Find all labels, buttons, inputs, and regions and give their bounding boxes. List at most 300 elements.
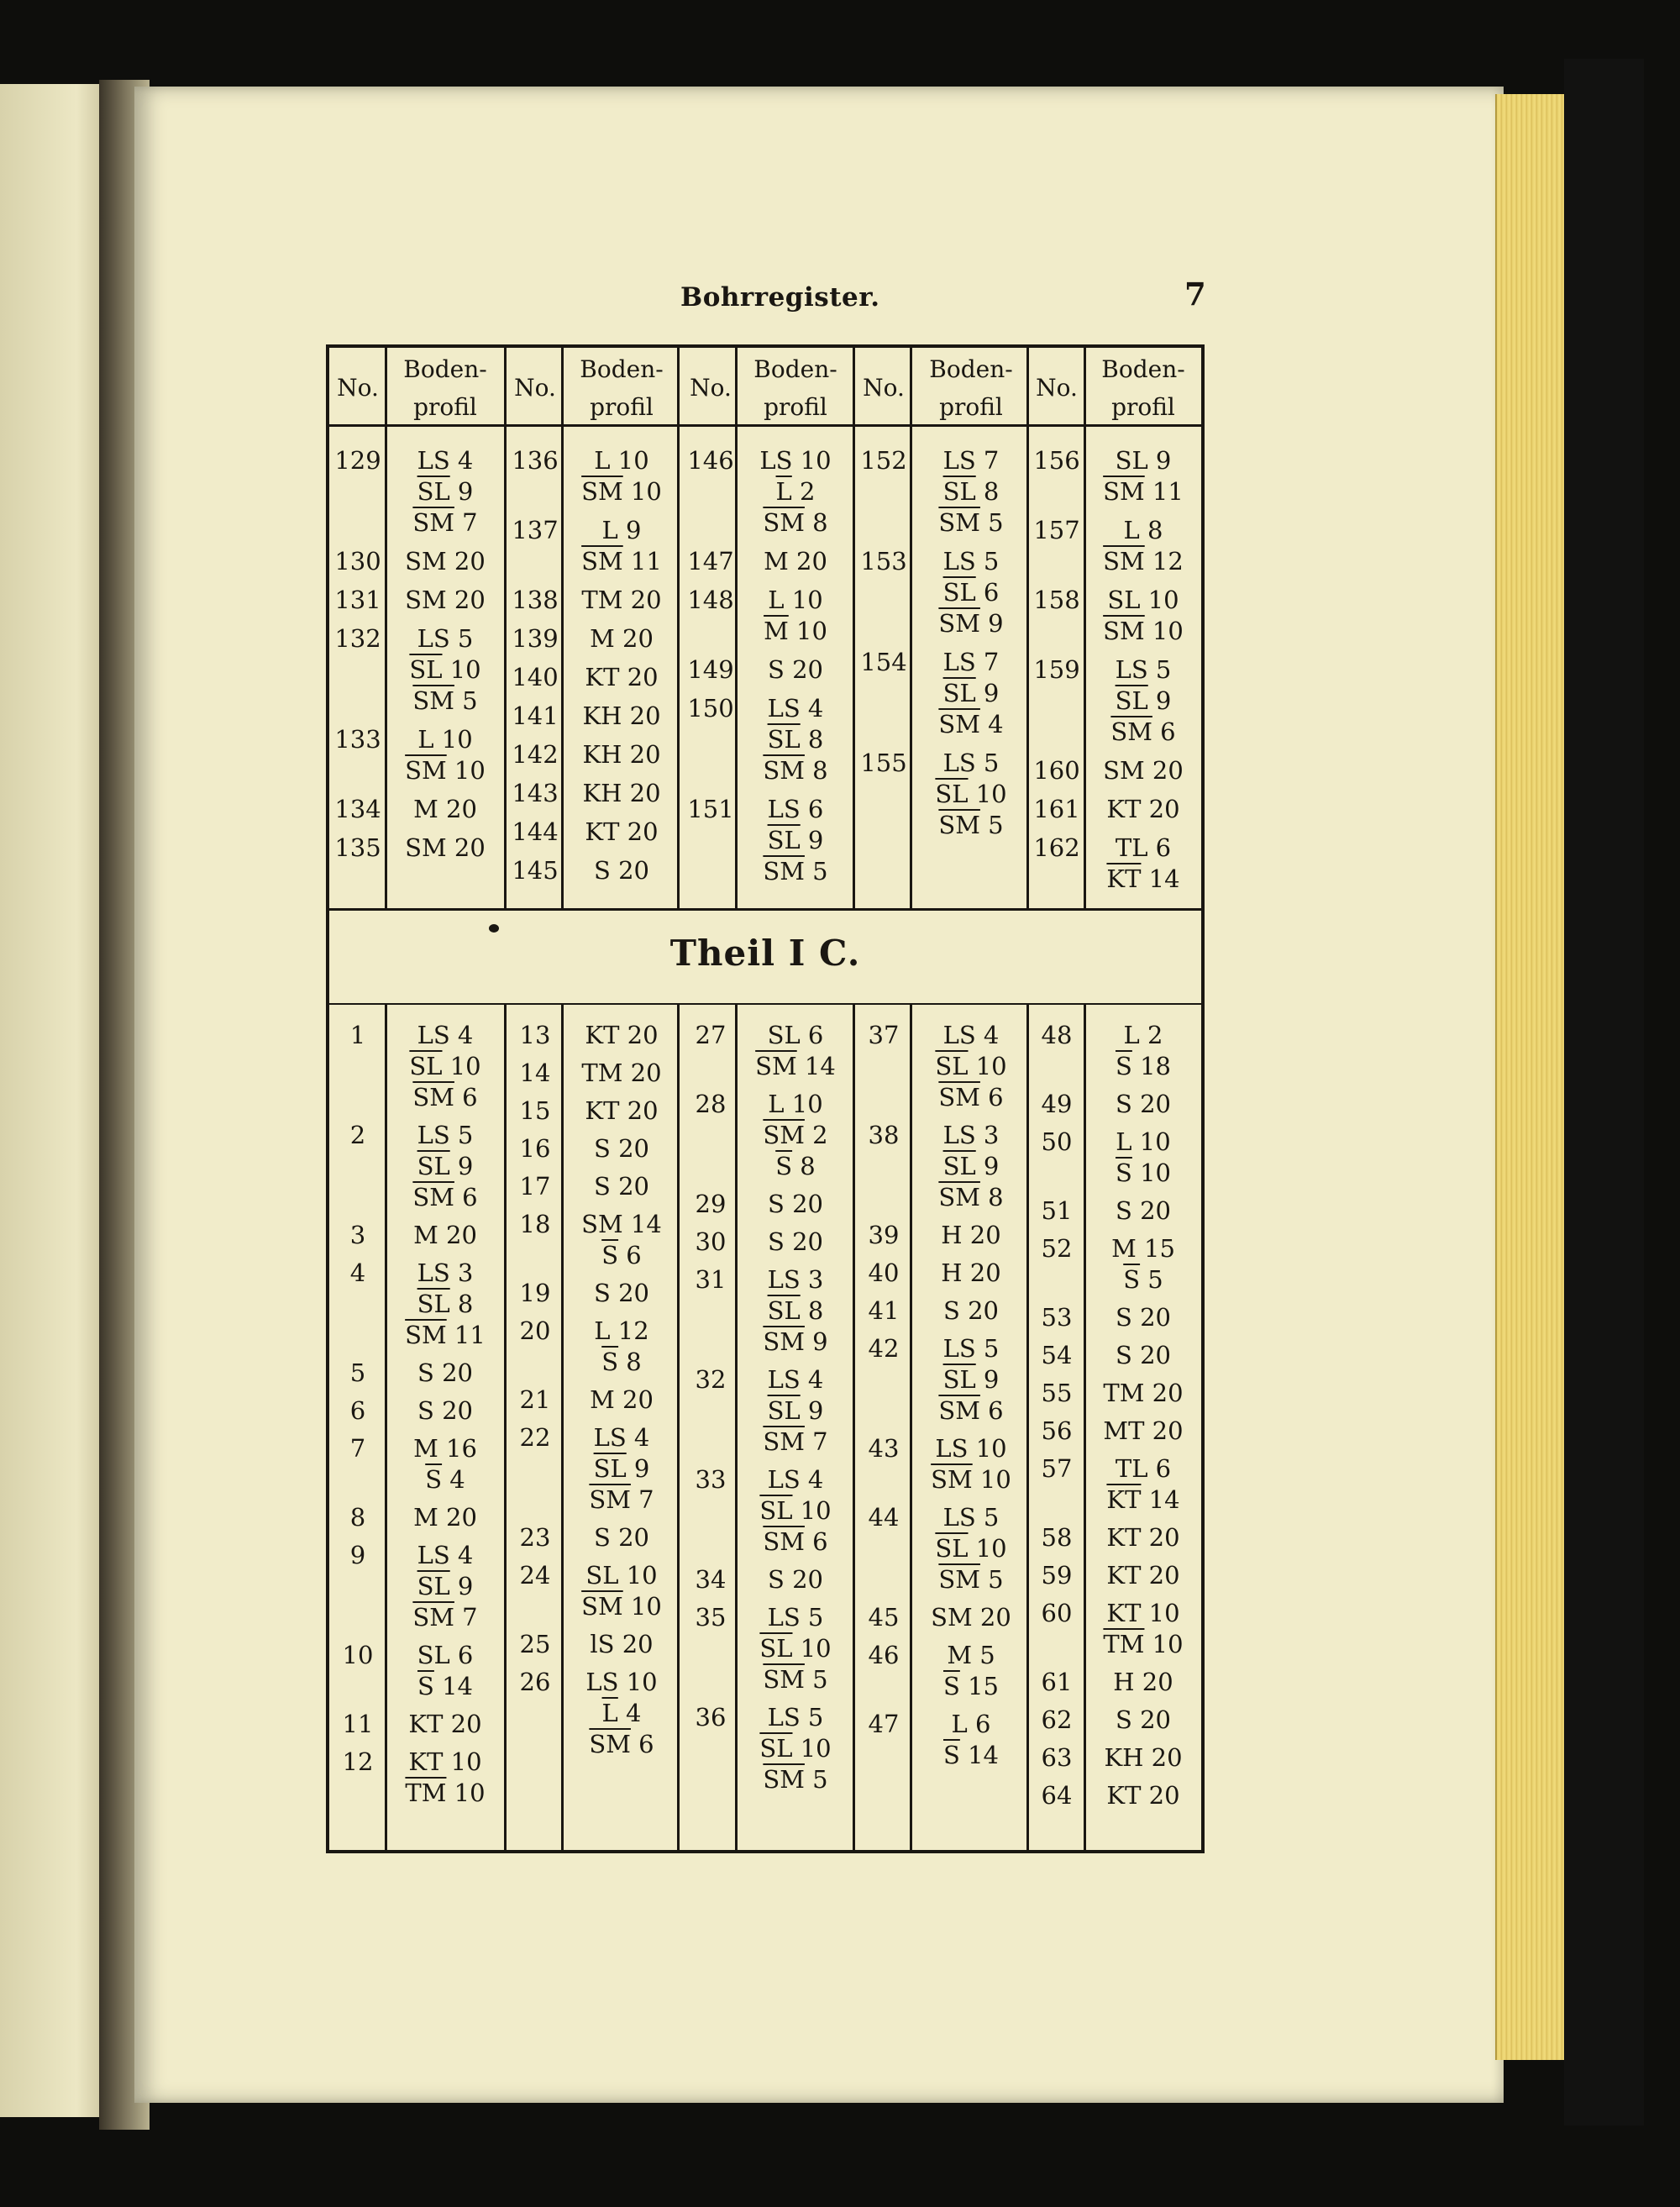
soil-code: SL <box>1107 586 1141 614</box>
profile-line <box>737 445 854 476</box>
profile-line <box>1084 794 1202 825</box>
soil-thickness: 10 <box>788 617 827 645</box>
entry-number: 20 <box>519 1316 551 1345</box>
profile-line <box>1084 1302 1202 1333</box>
soil-code: $\overline{SL}$ <box>935 1534 969 1563</box>
soil-thickness: 10 <box>784 1090 823 1118</box>
soil-code: LS <box>767 795 801 823</box>
soil-thickness: 12 <box>1144 547 1184 575</box>
soil-thickness: 2 <box>1139 1021 1163 1049</box>
soil-code: S <box>1116 1341 1132 1369</box>
profile-line <box>737 1051 854 1082</box>
entry-number: 11 <box>342 1710 374 1738</box>
soil-code: LS <box>942 648 976 676</box>
soil-thickness: 6 <box>979 1396 1004 1425</box>
soil-thickness: 10 <box>442 1052 481 1080</box>
entry-number: 25 <box>519 1630 551 1658</box>
soil-code: LS <box>767 694 801 723</box>
soil-thickness: 20 <box>1144 1416 1184 1445</box>
soil-code: $\overline{SM}$ <box>763 756 805 785</box>
profile-line <box>1084 1233 1202 1264</box>
profile-line <box>912 1051 1030 1082</box>
soil-code: $\overline{SM}$ <box>405 1321 447 1349</box>
profile-line <box>563 1020 680 1051</box>
entry-number: 141 <box>512 702 559 730</box>
profile-line <box>563 1453 680 1484</box>
soil-code: L <box>951 1710 968 1738</box>
soil-thickness: 4 <box>800 694 824 723</box>
soil-code: KT <box>1106 1561 1142 1590</box>
profile-line <box>1084 585 1202 616</box>
profile-line <box>563 1278 680 1309</box>
soil-code: LS <box>942 1121 976 1149</box>
profile-line <box>386 1502 504 1533</box>
soil-thickness: 7 <box>454 1603 478 1632</box>
soil-thickness: 10 <box>1131 1127 1171 1156</box>
profile-line <box>737 585 854 616</box>
entry-number: 62 <box>1041 1705 1073 1734</box>
soil-code: $\overline{S}$ <box>943 1741 960 1769</box>
profile-line <box>737 1120 854 1151</box>
profile-line <box>737 1264 854 1295</box>
soil-thickness: 10 <box>792 446 832 475</box>
profile-line <box>1084 1484 1202 1516</box>
profile-line <box>737 724 854 755</box>
soil-code: $\overline{SM}$ <box>938 508 980 537</box>
soil-thickness: 5 <box>979 508 1004 537</box>
soil-thickness: 10 <box>1131 1159 1171 1187</box>
entry-number: 53 <box>1041 1303 1073 1332</box>
profile-line <box>737 1395 854 1427</box>
soil-thickness: 5 <box>975 1334 1000 1363</box>
profile-line <box>563 1058 680 1089</box>
header-line: Boden- <box>753 355 837 383</box>
profile-line <box>1084 1051 1202 1082</box>
soil-thickness: 7 <box>975 446 1000 475</box>
soil-code: MT <box>1103 1416 1145 1445</box>
entry-number: 46 <box>868 1641 900 1669</box>
entry-number: 6 <box>349 1396 366 1425</box>
profile-line <box>563 1698 680 1729</box>
entry-number: 15 <box>519 1096 551 1125</box>
soil-thickness: 8 <box>618 1348 642 1376</box>
soil-code: KT <box>1106 1523 1142 1552</box>
soil-thickness: 20 <box>962 1221 1001 1249</box>
header-line: profil <box>590 392 654 421</box>
soil-code: S <box>1116 1196 1132 1225</box>
profile-line <box>912 1364 1030 1395</box>
profile-line <box>1084 717 1202 748</box>
soil-thickness: 4 <box>979 710 1004 738</box>
entry-number: 28 <box>695 1090 727 1118</box>
soil-code: $\overline{TM}$ <box>1103 1630 1145 1658</box>
profile-line <box>737 1020 854 1051</box>
entry-number: 134 <box>334 795 381 823</box>
soil-code: $\overline{SM}$ <box>412 1183 454 1211</box>
profile-line <box>1084 1742 1202 1773</box>
soil-thickness: 5 <box>449 1121 474 1149</box>
soil-code: $\overline{SM}$ <box>589 1730 631 1758</box>
soil-code: $\overline{TM}$ <box>405 1779 447 1807</box>
soil-thickness: 20 <box>433 1396 473 1425</box>
profile-line <box>563 1347 680 1378</box>
soil-code: $\overline{SM}$ <box>763 857 805 885</box>
soil-code: M <box>590 624 615 653</box>
soil-code: M <box>413 1434 438 1463</box>
soil-thickness: 18 <box>1131 1052 1171 1080</box>
soil-code: $\overline{SL}$ <box>759 1634 793 1663</box>
entry-number: 12 <box>342 1747 374 1776</box>
soil-thickness: 20 <box>619 817 659 846</box>
running-head: Bohrregister. <box>680 282 880 313</box>
soil-code: L <box>1123 1021 1140 1049</box>
soil-code: $\overline{SM}$ <box>412 508 454 537</box>
soil-code: $\overline{SL}$ <box>767 725 801 754</box>
profile-line <box>386 724 504 755</box>
soil-code: $\overline{SL}$ <box>759 1496 793 1525</box>
entry-number: 13 <box>519 1021 551 1049</box>
soil-code: $\overline{SM}$ <box>763 1327 805 1356</box>
soil-thickness: 20 <box>1131 1090 1171 1118</box>
soil-thickness: 14 <box>622 1210 662 1238</box>
profile-line <box>912 546 1030 577</box>
soil-thickness: 20 <box>433 1358 473 1387</box>
soil-thickness: 9 <box>975 1152 1000 1180</box>
profile-line <box>1084 1629 1202 1660</box>
soil-thickness: 7 <box>454 508 478 537</box>
soil-thickness: 6 <box>1152 717 1176 746</box>
entry-number: 39 <box>868 1221 900 1249</box>
soil-code: $\overline{SL}$ <box>417 477 450 506</box>
profile-line <box>737 654 854 686</box>
entry-number: 26 <box>519 1668 551 1696</box>
soil-thickness: 8 <box>804 508 828 537</box>
entry-number: 152 <box>860 446 907 475</box>
soil-thickness: 8 <box>800 725 824 754</box>
soil-thickness: 8 <box>975 477 1000 506</box>
profile-line <box>912 1295 1030 1327</box>
profile-line <box>1084 445 1202 476</box>
soil-code: LS <box>942 1503 976 1532</box>
profile-line <box>737 825 854 856</box>
soil-code: $\overline{SM}$ <box>938 1396 980 1425</box>
profile-line <box>912 709 1030 740</box>
soil-thickness: 6 <box>618 1241 642 1269</box>
soil-code: H <box>941 1221 963 1249</box>
profile-line <box>563 701 680 732</box>
profile-line <box>737 1527 854 1558</box>
soil-code: $\overline{SL}$ <box>593 1454 627 1483</box>
profile-line <box>563 1096 680 1127</box>
soil-code: H <box>1113 1668 1135 1696</box>
soil-code: LS <box>767 1603 801 1632</box>
profile-line <box>386 1220 504 1251</box>
soil-thickness: 10 <box>784 586 823 614</box>
profile-line <box>737 1733 854 1764</box>
soil-code: $\overline{SL}$ <box>759 1734 793 1763</box>
soil-thickness: 9 <box>800 826 824 854</box>
profile-line <box>386 1395 504 1427</box>
ink-dot <box>489 924 499 933</box>
profile-line <box>912 1602 1030 1633</box>
soil-code: $\overline{SL}$ <box>1115 686 1148 715</box>
soil-code: LS <box>417 624 450 653</box>
entry-number: 162 <box>1033 833 1080 862</box>
soil-code: KT <box>1106 1599 1142 1627</box>
soil-thickness: 14 <box>1141 1485 1180 1514</box>
soil-thickness: 20 <box>438 1221 477 1249</box>
soil-code: M <box>947 1641 973 1669</box>
soil-code: $\overline{SM}$ <box>1103 547 1145 575</box>
profile-line <box>1084 654 1202 686</box>
soil-thickness: 10 <box>446 756 486 785</box>
profile-line <box>1084 1158 1202 1189</box>
soil-code: $\overline{SM}$ <box>405 756 447 785</box>
soil-thickness: 10 <box>610 446 649 475</box>
soil-thickness: 6 <box>800 1021 824 1049</box>
soil-code: KT <box>585 817 620 846</box>
soil-thickness: 20 <box>610 1279 649 1307</box>
soil-thickness: 5 <box>979 811 1004 839</box>
soil-code: $\overline{SM}$ <box>763 1527 805 1556</box>
profile-line <box>1084 1705 1202 1736</box>
profile-line <box>563 1385 680 1416</box>
soil-thickness: 10 <box>446 1779 486 1807</box>
profile-line <box>737 1151 854 1182</box>
profile-line <box>386 1433 504 1464</box>
soil-code: $\overline{KT}$ <box>1106 1485 1142 1514</box>
profile-line <box>563 1422 680 1453</box>
header-line: Boden- <box>403 355 487 383</box>
soil-code: $\overline{SM}$ <box>938 1083 980 1111</box>
soil-code: $\overline{L}$ <box>601 1699 618 1727</box>
soil-code: S <box>1116 1090 1132 1118</box>
entry-number: 64 <box>1041 1781 1073 1810</box>
profile-line <box>912 476 1030 507</box>
soil-thickness: 20 <box>610 1134 649 1163</box>
soil-thickness: 20 <box>446 833 486 862</box>
soil-code: KT <box>585 1096 620 1125</box>
entry-number: 146 <box>687 446 734 475</box>
profile-line <box>386 1258 504 1289</box>
soil-code: LS <box>942 1021 976 1049</box>
soil-thickness: 5 <box>804 1765 828 1794</box>
profile-line <box>912 1709 1030 1740</box>
entry-number: 159 <box>1033 655 1080 684</box>
header-no: No. <box>514 374 556 402</box>
soil-code: SL <box>417 1641 450 1669</box>
profile-line <box>912 1464 1030 1495</box>
soil-thickness: 20 <box>962 1259 1001 1287</box>
profile-line <box>563 1629 680 1660</box>
soil-code: L <box>594 446 611 475</box>
profile-line <box>737 856 854 887</box>
profile-line <box>912 779 1030 810</box>
profile-line <box>563 1209 680 1240</box>
entry-number: 157 <box>1033 516 1080 544</box>
profile-line <box>386 1082 504 1113</box>
soil-code: $\overline{SM}$ <box>1103 477 1145 506</box>
soil-code: LS <box>593 1423 627 1452</box>
profile-line <box>386 507 504 539</box>
soil-code: $\overline{SM}$ <box>412 686 454 715</box>
profile-line <box>912 1220 1030 1251</box>
soil-thickness: 11 <box>622 547 662 575</box>
soil-thickness: 20 <box>614 1630 654 1658</box>
soil-thickness: 10 <box>968 1052 1007 1080</box>
entry-number: 143 <box>512 779 559 807</box>
soil-thickness: 4 <box>617 1699 642 1727</box>
profile-line <box>737 476 854 507</box>
soil-thickness: 9 <box>617 516 642 544</box>
soil-code: lS <box>590 1630 615 1658</box>
entry-number: 63 <box>1041 1743 1073 1772</box>
header-line: profil <box>1111 392 1175 421</box>
soil-thickness: 8 <box>804 756 828 785</box>
profile-line <box>563 445 680 476</box>
soil-code: S <box>417 1358 434 1387</box>
entry-number: 160 <box>1033 756 1080 785</box>
profile-line <box>912 1258 1030 1289</box>
soil-thickness: 4 <box>449 1021 474 1049</box>
entry-number: 56 <box>1041 1416 1073 1445</box>
soil-thickness: 10 <box>618 1561 658 1590</box>
soil-code: $\overline{SM}$ <box>938 609 980 638</box>
profile-line <box>386 585 504 616</box>
soil-thickness: 12 <box>610 1316 649 1345</box>
entry-number: 130 <box>334 547 381 575</box>
soil-code: LS <box>417 446 450 475</box>
soil-thickness: 10 <box>443 1747 482 1776</box>
soil-code: TL <box>1115 833 1148 862</box>
profile-line <box>386 686 504 717</box>
profile-line <box>1084 1667 1202 1698</box>
soil-thickness: 14 <box>433 1672 473 1700</box>
soil-code: L <box>768 586 785 614</box>
soil-code: $\overline{S}$ <box>601 1241 619 1269</box>
soil-code: S <box>417 1396 434 1425</box>
entry-number: 2 <box>349 1121 366 1149</box>
profile-line <box>912 1671 1030 1702</box>
soil-thickness: 10 <box>622 1592 662 1621</box>
profile-line <box>1084 1340 1202 1371</box>
soil-code: $\overline{SM}$ <box>763 1765 805 1794</box>
entry-number: 27 <box>695 1021 727 1049</box>
profile-line <box>737 1089 854 1120</box>
soil-thickness: 3 <box>800 1265 824 1294</box>
soil-code: L <box>601 516 618 544</box>
profile-line <box>1084 1598 1202 1629</box>
soil-thickness: 14 <box>796 1052 836 1080</box>
soil-thickness: 6 <box>975 578 1000 607</box>
soil-code: $\overline{SM}$ <box>581 547 623 575</box>
entry-number: 57 <box>1041 1454 1073 1483</box>
soil-code: $\overline{S}$ <box>775 1152 793 1180</box>
header-line: Boden- <box>580 355 664 383</box>
soil-code: $\overline{SM}$ <box>938 1183 980 1211</box>
soil-code: $\overline{SM}$ <box>763 1121 805 1149</box>
soil-thickness: 15 <box>959 1672 999 1700</box>
soil-code: $\overline{SL}$ <box>409 1052 443 1080</box>
entry-number: 14 <box>519 1059 551 1087</box>
profile-line <box>737 1327 854 1358</box>
soil-code: $\overline{SM}$ <box>581 477 623 506</box>
entry-number: 21 <box>519 1385 551 1414</box>
soil-code: $\overline{SL}$ <box>409 655 443 684</box>
soil-thickness: 10 <box>972 1465 1011 1494</box>
entry-number: 161 <box>1033 795 1080 823</box>
header-bodenprofil <box>737 351 854 427</box>
soil-thickness: 5 <box>449 624 474 653</box>
soil-code: $\overline{SM}$ <box>412 1083 454 1111</box>
soil-thickness: 9 <box>449 477 474 506</box>
profile-line <box>1084 1127 1202 1158</box>
soil-thickness: 20 <box>784 1227 823 1256</box>
soil-code: L <box>1116 1127 1132 1156</box>
soil-code: SL <box>767 1021 801 1049</box>
profile-line <box>912 1564 1030 1595</box>
soil-thickness: 2 <box>804 1121 828 1149</box>
header-bodenprofil <box>1084 351 1202 427</box>
entry-number: 145 <box>512 856 559 885</box>
soil-thickness: 6 <box>1147 1454 1172 1483</box>
soil-code: LS <box>585 1668 619 1696</box>
entry-number: 4 <box>349 1259 366 1287</box>
profile-line <box>563 855 680 886</box>
soil-thickness: 6 <box>1147 833 1172 862</box>
soil-thickness: 20 <box>1131 1196 1171 1225</box>
soil-code: $\overline{SM}$ <box>755 1052 797 1080</box>
profile-line <box>912 1740 1030 1771</box>
soil-code: $\overline{S}$ <box>1123 1265 1141 1294</box>
soil-code: $\overline{SM}$ <box>412 1603 454 1632</box>
soil-code: SM <box>405 833 447 862</box>
soil-thickness: 9 <box>626 1454 650 1483</box>
entry-number: 129 <box>334 446 381 475</box>
soil-thickness: 20 <box>972 1603 1011 1632</box>
soil-thickness: 20 <box>610 1172 649 1201</box>
soil-thickness: 20 <box>1141 1523 1180 1552</box>
soil-code: $\overline{SM}$ <box>763 508 805 537</box>
soil-thickness: 20 <box>1131 1303 1171 1332</box>
profile-line <box>563 515 680 546</box>
soil-code: TM <box>581 586 623 614</box>
soil-thickness: 10 <box>1141 1599 1180 1627</box>
profile-line <box>563 1729 680 1760</box>
entry-number: 61 <box>1041 1668 1073 1696</box>
soil-thickness: 20 <box>1144 756 1184 785</box>
profile-line <box>386 1778 504 1809</box>
soil-thickness: 11 <box>446 1321 486 1349</box>
profile-line <box>912 577 1030 608</box>
page-number: 7 <box>1184 276 1206 313</box>
soil-thickness: 20 <box>1131 1705 1171 1734</box>
profile-line <box>1084 1378 1202 1409</box>
soil-code: S <box>1116 1705 1132 1734</box>
soil-code: KT <box>585 1021 620 1049</box>
soil-code: $\overline{SM}$ <box>938 811 980 839</box>
soil-code: $\overline{SL}$ <box>417 1572 450 1600</box>
soil-thickness: 5 <box>804 857 828 885</box>
profile-line <box>563 739 680 770</box>
soil-thickness: 20 <box>610 856 649 885</box>
soil-code: S <box>594 1134 611 1163</box>
soil-code: M <box>590 1385 615 1414</box>
entry-number: 44 <box>868 1503 900 1532</box>
soil-thickness: 20 <box>438 1503 477 1532</box>
soil-code: KH <box>1104 1743 1144 1772</box>
soil-thickness: 9 <box>800 1396 824 1425</box>
